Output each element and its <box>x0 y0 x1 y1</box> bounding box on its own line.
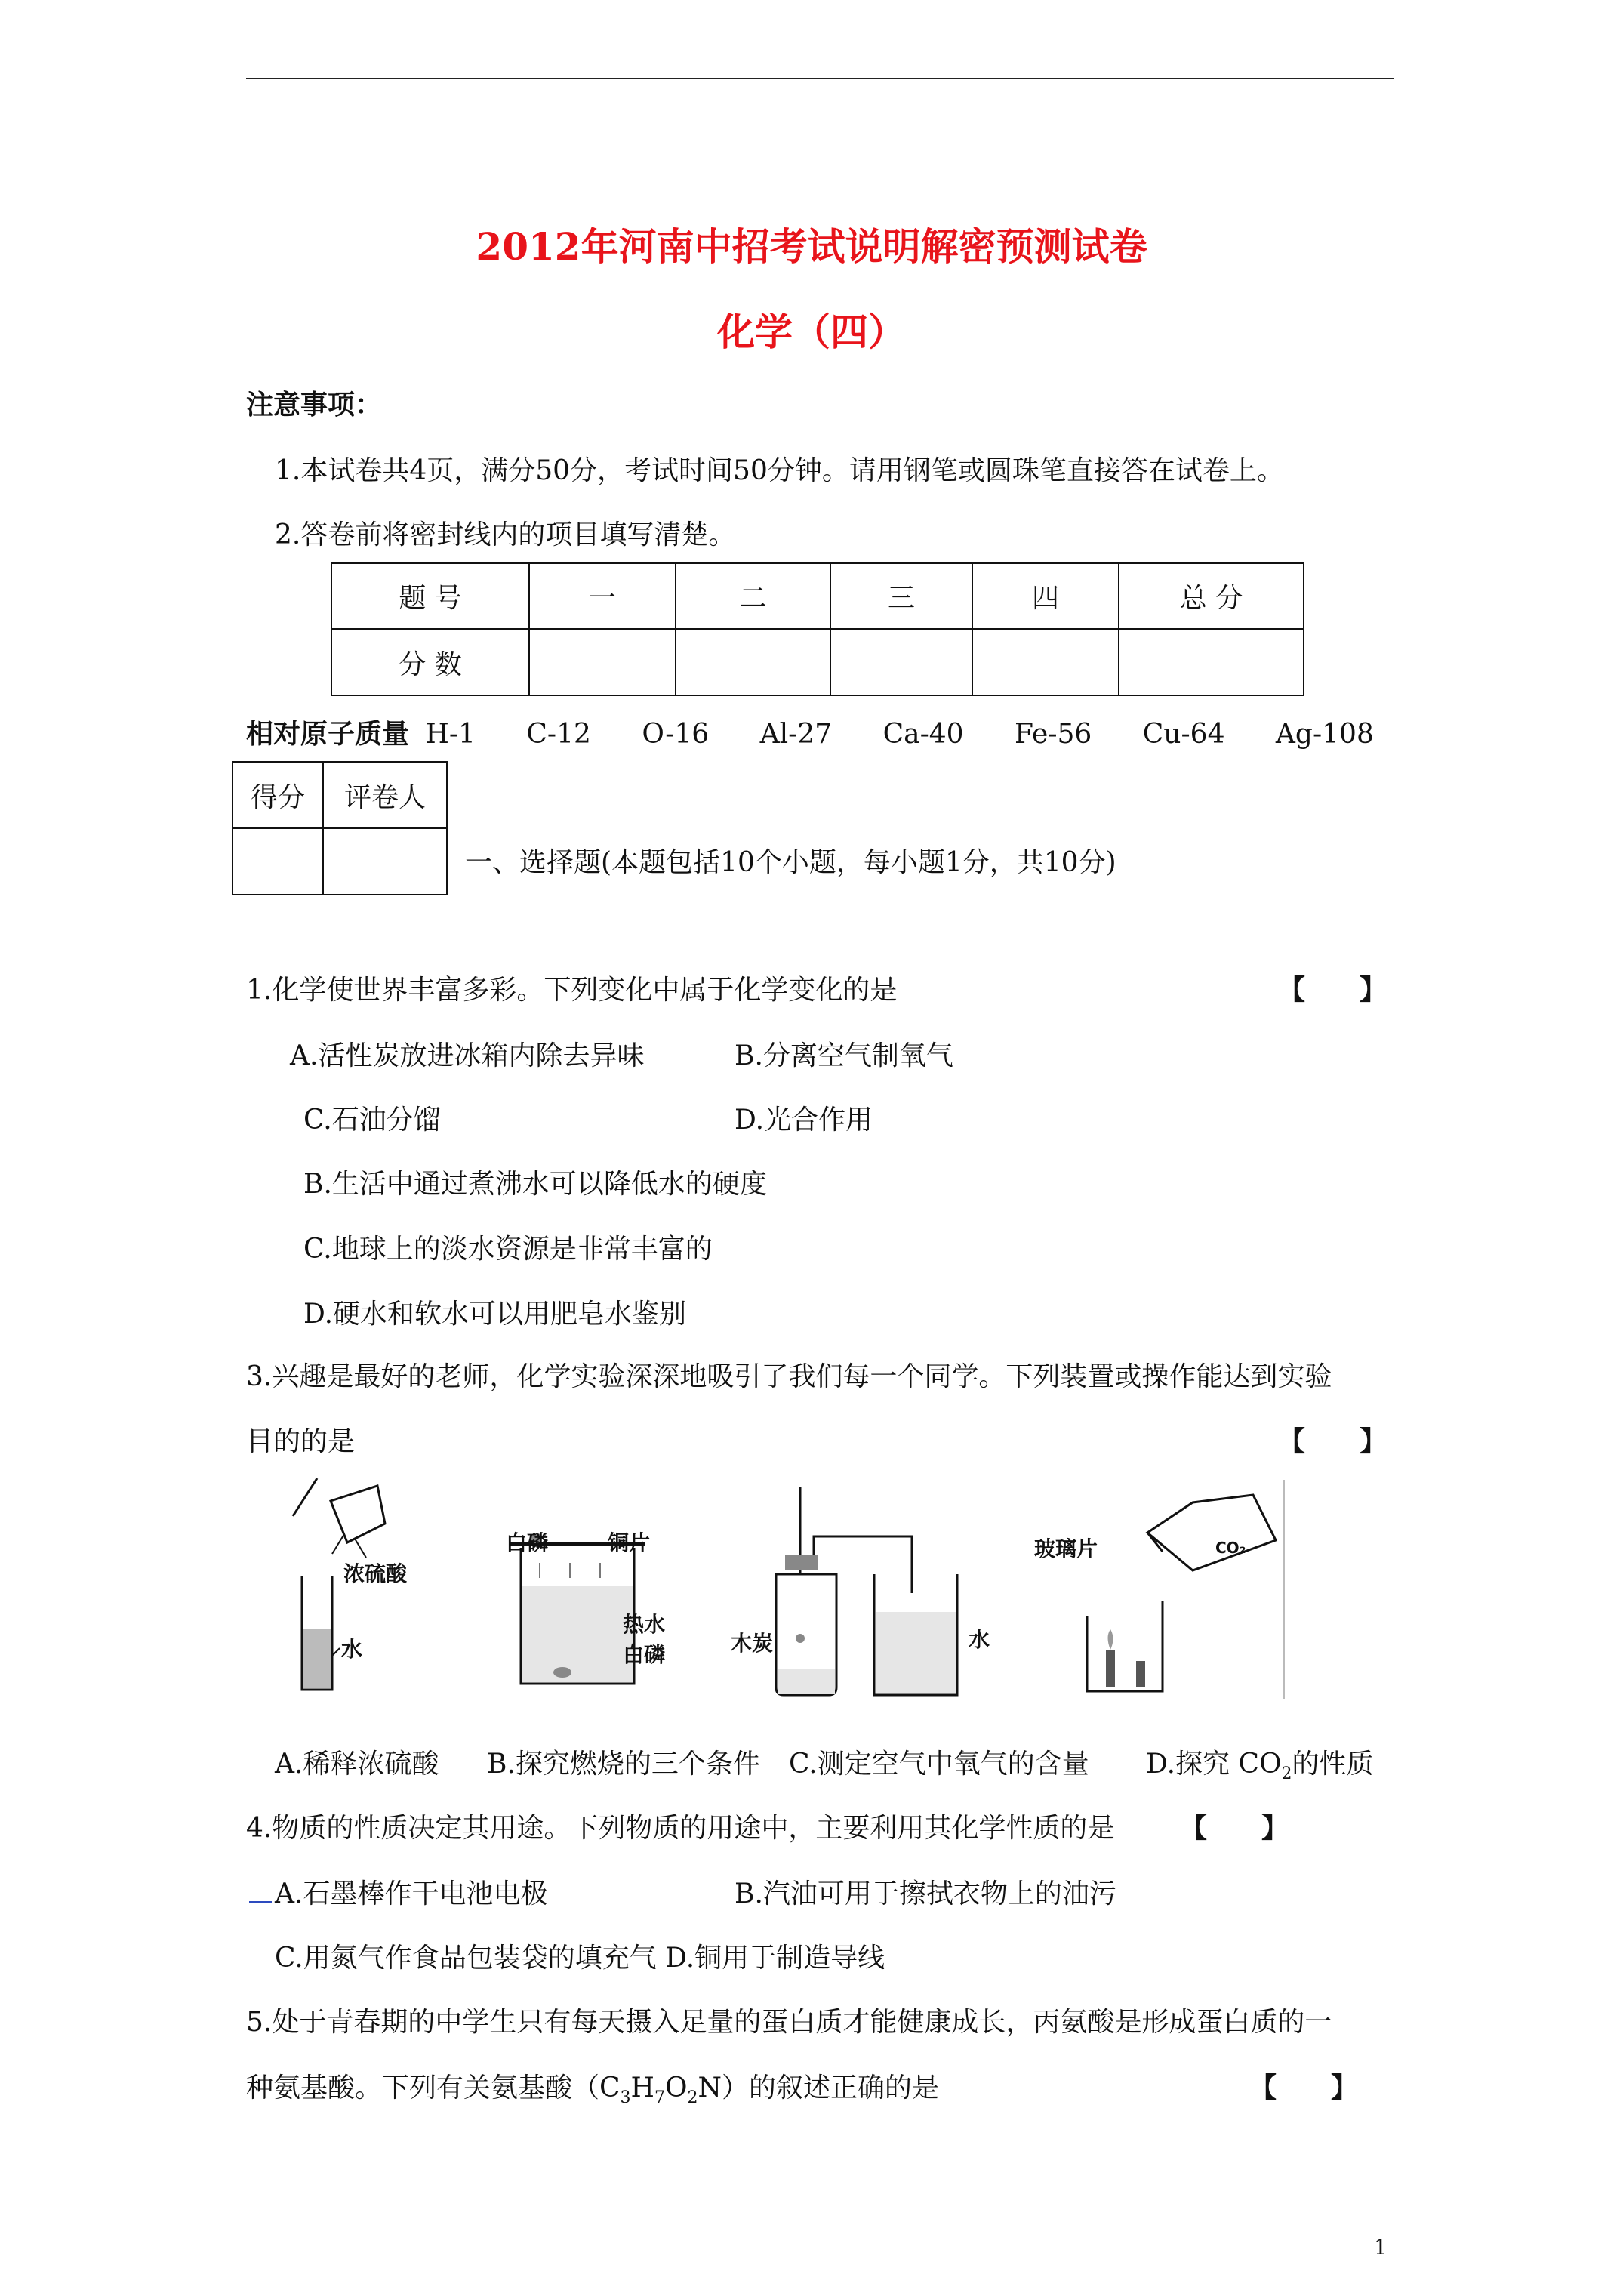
q4-option-b: B.汽油可用于擦拭衣物上的油污 <box>735 1878 1116 1909</box>
score-table-header: 总 分 <box>1119 563 1304 629</box>
label-water: 水 <box>341 1637 363 1662</box>
q4-option-cd: C.用氮气作食品包装袋的填充气 D.铜用于制造导线 <box>275 1943 885 1974</box>
figure-dilute-acid <box>272 1471 430 1697</box>
label-co2: CO₂ <box>1215 1539 1246 1557</box>
figure-co2 <box>1034 1480 1291 1699</box>
q5-formula-sub: 2 <box>687 2088 698 2107</box>
label-water-c: 水 <box>969 1627 990 1652</box>
q1-option-d: D.光合作用 <box>735 1105 873 1136</box>
q4-underline-mark <box>249 1901 272 1903</box>
q5-formula-sub: 7 <box>654 2088 665 2107</box>
q3-option-d-sub: 2 <box>1281 1764 1292 1783</box>
score-table-header: 一 <box>529 563 676 629</box>
score-table-header: 四 <box>972 563 1119 629</box>
label-charcoal: 木炭 <box>731 1631 774 1656</box>
q1-option-b: B.分离空气制氧气 <box>735 1040 953 1071</box>
q3-option-c: C.测定空气中氧气的含量 <box>789 1749 1089 1780</box>
figure-co2-drawing <box>1034 1480 1291 1699</box>
q4-option-a: A.石墨棒作干电池电极 <box>275 1878 548 1909</box>
q2-option-c: C.地球上的淡水资源是非常丰富的 <box>303 1234 713 1265</box>
notice-item-1: 1.本试卷共4页，满分50分，考试时间50分钟。请用钢笔或圆珠笔直接答在试卷上。 <box>275 455 1284 486</box>
atomic-mass-value: Ca-40 <box>882 719 964 750</box>
q4-answer-bracket: 【 】 <box>1180 1812 1289 1844</box>
figure-combustion-drawing <box>464 1502 691 1699</box>
atomic-mass-value: Fe-56 <box>1015 719 1092 750</box>
q5-answer-bracket: 【 】 <box>1249 2072 1359 2103</box>
header-rule <box>246 78 1394 79</box>
exam-subtitle: 化学（四） <box>717 310 906 354</box>
atomic-mass-line <box>246 713 1374 751</box>
q4-stem: 4.物质的性质决定其用途。下列物质的用途中，主要利用其化学性质的是 <box>246 1813 1115 1844</box>
label-glass-plate: 玻璃片 <box>1034 1536 1098 1561</box>
q3-option-d-prefix: D.探究 CO <box>1146 1749 1282 1780</box>
q5-formula-o: O <box>664 2073 688 2103</box>
figure-oxygen-content <box>731 1484 1002 1703</box>
q5-formula-sub: 3 <box>620 2088 631 2107</box>
score-table-header: 题 号 <box>331 563 529 629</box>
score-table-row-label: 分 数 <box>331 629 529 695</box>
q2-option-b: B.生活中通过煮沸水可以降低水的硬度 <box>303 1169 767 1200</box>
q2-option-d: D.硬水和软水可以用肥皂水鉴别 <box>303 1299 687 1330</box>
atomic-mass-value: C-12 <box>526 719 591 750</box>
score-table-header: 二 <box>676 563 830 629</box>
notice-heading: 注意事项： <box>246 389 383 421</box>
q3-stem-line1: 3.兴趣是最好的老师，化学实验深深地吸引了我们每一个同学。下列装置或操作能达到实验 <box>246 1361 1332 1392</box>
figure-combustion <box>464 1502 691 1699</box>
exam-title: 2012年河南中招考试说明解密预测试卷 <box>476 224 1147 269</box>
score-cell <box>972 629 1119 695</box>
q3-option-d-suffix: 的性质 <box>1292 1749 1374 1780</box>
q1-option-c: C.石油分馏 <box>303 1105 441 1136</box>
score-cell <box>830 629 972 695</box>
q3-answer-bracket: 【 】 <box>1278 1425 1387 1457</box>
atomic-mass-label: 相对原子质量 <box>246 718 410 750</box>
label-white-phosphorus-bottom: 白磷 <box>623 1642 666 1667</box>
page-number: 1 <box>1374 2235 1387 2260</box>
atomic-mass-value: O-16 <box>642 719 710 750</box>
label-white-phosphorus-top: 白磷 <box>506 1530 549 1555</box>
label-copper: 铜片 <box>608 1530 651 1555</box>
q3-option-d <box>1146 1743 1374 1783</box>
q3-option-b: B.探究燃烧的三个条件 <box>487 1749 760 1780</box>
q5-formula-h: H <box>630 2073 654 2103</box>
q5-stem-prefix: 种氨基酸。下列有关氨基酸（C <box>246 2073 621 2103</box>
q5-stem-line2 <box>246 2066 939 2107</box>
score-cell <box>529 629 676 695</box>
atomic-mass-value: Cu-64 <box>1142 719 1225 750</box>
grader-score-cell <box>233 828 323 895</box>
atomic-mass-value: H-1 <box>425 719 476 750</box>
figure-oxygen-content-drawing <box>731 1484 1002 1703</box>
atomic-mass-value: Ag-108 <box>1275 719 1374 750</box>
grader-name-cell <box>323 828 447 895</box>
notice-item-2: 2.答卷前将密封线内的项目填写清楚。 <box>275 519 736 550</box>
section-one-heading: 一、选择题(本题包括10个小题，每小题1分，共10分) <box>465 847 1116 878</box>
q3-stem-line2: 目的的是 <box>246 1426 356 1457</box>
label-acid: 浓硫酸 <box>343 1561 408 1586</box>
atomic-mass-value: Al-27 <box>759 719 833 750</box>
label-hot-water: 热水 <box>623 1612 666 1637</box>
score-table-header: 三 <box>830 563 972 629</box>
score-cell <box>676 629 830 695</box>
q1-option-a: A.活性炭放进冰箱内除去异味 <box>290 1040 645 1071</box>
q5-stem-suffix: N）的叙述正确的是 <box>698 2073 939 2103</box>
q3-option-a: A.稀释浓硫酸 <box>275 1749 439 1780</box>
q5-stem-line1: 5.处于青春期的中学生只有每天摄入足量的蛋白质才能健康成长，丙氨酸是形成蛋白质的一 <box>246 2007 1332 2038</box>
score-table <box>331 562 1304 696</box>
grader-score-label: 得分 <box>233 762 323 828</box>
q1-stem: 1.化学使世界丰富多彩。下列变化中属于化学变化的是 <box>246 975 898 1006</box>
grader-box <box>232 761 448 895</box>
score-cell <box>1119 629 1304 695</box>
grader-name-label: 评卷人 <box>323 762 447 828</box>
q1-answer-bracket: 【 】 <box>1278 974 1387 1006</box>
